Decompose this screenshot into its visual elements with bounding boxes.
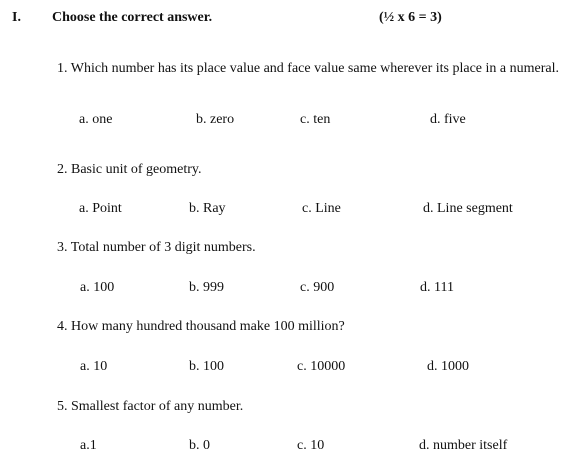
q2-option-a: a. Point <box>79 201 122 216</box>
q3-option-a: a. 100 <box>80 280 115 295</box>
q1-option-b: b. zero <box>196 112 235 127</box>
q1-option-c: c. ten <box>300 112 331 127</box>
q4-option-d: d. 1000 <box>427 359 469 374</box>
q5-option-b: b. 0 <box>189 438 210 453</box>
q1-option-d: d. five <box>430 112 466 127</box>
q5-option-d: d. number itself <box>419 438 508 453</box>
q3-option-c: c. 900 <box>300 280 335 295</box>
question-2: 2. Basic unit of geometry. <box>57 162 202 177</box>
q5-option-c: c. 10 <box>297 438 325 453</box>
question-4: 4. How many hundred thousand make 100 million? <box>57 319 345 334</box>
q2-option-b: b. Ray <box>189 201 226 216</box>
q1-option-a: a. one <box>79 112 113 127</box>
section-number: I. <box>12 10 21 25</box>
section-marks: (½ x 6 = 3) <box>379 10 442 25</box>
question-5: 5. Smallest factor of any number. <box>57 399 244 414</box>
q5-option-a: a.1 <box>80 438 97 453</box>
q2-option-d: d. Line segment <box>423 201 513 216</box>
q2-option-c: c. Line <box>302 201 341 216</box>
q4-option-c: c. 10000 <box>297 359 346 374</box>
question-3: 3. Total number of 3 digit numbers. <box>57 240 256 255</box>
q4-option-b: b. 100 <box>189 359 224 374</box>
q3-option-b: b. 999 <box>189 280 224 295</box>
section-title: Choose the correct answer. <box>52 10 213 25</box>
q3-option-d: d. 111 <box>420 280 454 295</box>
question-1: 1. Which number has its place value and face value same wherever its place in a numeral. <box>57 61 559 76</box>
q4-option-a: a. 10 <box>80 359 108 374</box>
